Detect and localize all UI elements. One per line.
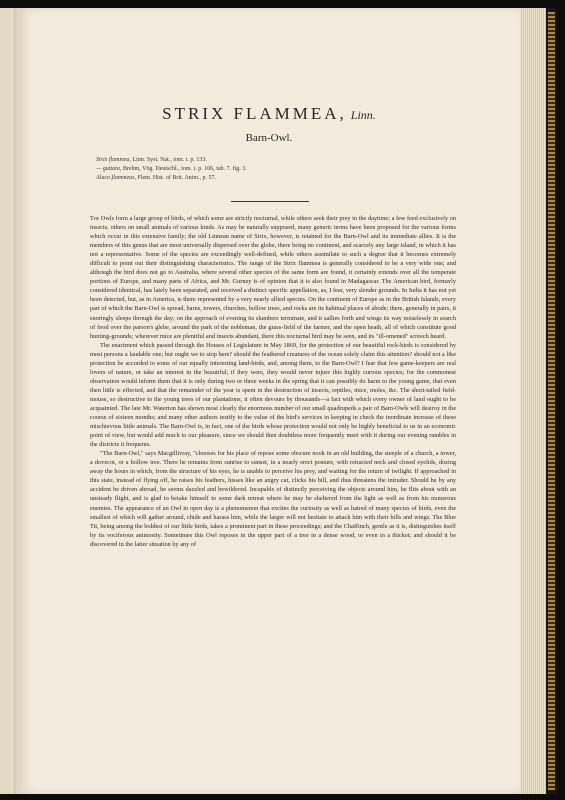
synonym-ref: Flem. Hist. of Brit. Anim., p. 57. [136, 175, 217, 182]
synonymy [96, 156, 396, 184]
synonym-name: Aluco flammeus, [96, 175, 136, 182]
synonym-name: Strix flammea, [96, 157, 131, 163]
synonym-line [96, 156, 396, 165]
paragraph-3: "The Barn-Owl," says Macgillivray, "chooses for his place of repose some obscure nook in an old building, the steeple of a church, a tower, a dovecot, or a hollow tree. There he remains from sunrise to sunset, in a nearly erect posture, with retracted neck and closed eyelids, dozing away the hours in which, from the structure of his eyes, he is unable to perceive his prey, and waiting for the return of twilight. If approached in this state, instead of flying off, he raises his feathers, hisses like an angry cat, clicks his bill, and thus threatens the intruder. Should he by any accident be driven abroad, he seems dazzled and bewildered. Incapable of distinctly perceiving the objects around him, he flits about with an unsteady flight, and is glad to betake himself to some dark retreat where he may be sheltered from the light as well as from his numerous enemies. The appearance of an Owl in open day is a phenomenon that excites the curiosity as well as hatred of many species of birds, even the smallest of which will gather around, chide and harass him, while the larger will not hesitate to attack him with their bills and wings. The Blue Tit, being among the boldest of our little birds, takes a prominent part in these proceedings; and the Chaffinch, gentle as it is, distinguishes itself by its vociferous animosity. Sometimes this Owl reposes in the upper part of a tree in a dense wood, or even in a thicket; and should it be discovered in the latter situation by any of [90, 450, 456, 548]
body-text [90, 214, 456, 549]
title-latin: STRIX FLAMMEA, [162, 104, 347, 123]
gilt-edge-pattern [548, 12, 555, 790]
synonym-line [96, 174, 396, 183]
page-title [18, 104, 520, 124]
title-author: Linn. [350, 108, 376, 122]
paragraph-1-text: Owls form a large group of birds, of which some are strictly nocturnal, while others seek their prey in the daytime; a few feed exclusively on insects, others on small animals of various kinds. As may be naturally supposed, many generic terms have been proposed for the various forms which occur in this extensive family; the old Linnean name of Strix, however, is retained for the Barn-Owl and its immediate allies. It is the members of this genus that are most universally dispersed over the globe, there being no continent, and scarcely any large island, in which it has not a representative. Some of the species are exceedingly well-defined, while others assimilate to such a degree that it becomes extremely difficult to point out their distinguishing characteristics. The range of the Strix flammea is generally considered to be a very wide one; and although the bird does not go to Australia, where several other species of the same form are found, it certainly extends over all the temperate portions of Europe, and many parts of Africa, and Mr. Gurney is of opinion that it is also found in Madagascar. The American bird, formerly considered identical, has lately been separated, and received a distinct specific appellation, as, I fear, very slender grounds. In India it has not yet been detected, but, as in America, is there represented by a very nearly allied species. On the continent of Europe as in the British Islands, every part of which the Barn-Owl is spread, barns, towers, churches, hollow trees, and rocks are its habitual places of abode; there, generally in pairs, it snoringly sleeps through the day; on the approach of evening its slumbers terminate, and it sallies forth and wings its way noiselessly in search of food over the parson's glebe, around the park of the nobleman, the grass-field of the farmer, and the open heath, all of which constitute good hunting-grounds; wherever mice are plentiful and insects abundant, there this nocturnal bird may be seen, and its "ill-omened" screech heard. [90, 215, 456, 340]
synonym-ref: Linn. Syst. Nat., tom. i. p. 133. [131, 157, 207, 163]
synonym-ref: Brehm, Vög. Deutschl., tom. i. p. 106, tab. 7. fig. 3. [121, 166, 247, 173]
page-edges [520, 8, 546, 794]
synonym-name: — guttata, [96, 166, 122, 173]
paragraph-1 [90, 214, 456, 341]
common-name: Barn-Owl. [245, 132, 293, 144]
lead-word: The [90, 215, 100, 222]
divider-rule [231, 201, 309, 202]
synonym-line [96, 165, 396, 174]
paragraph-2: The enactment which passed through the Houses of Legislature in May 1869, for the protection of our beautiful rock-birds is considered by most persons a laudable one; but ought we to stop here? should the feathered creatures of the ocean solely claim this attention? should not a like protection be accorded to some of our equally interesting land-birds, and, among them, to the Barn-Owl? I fear that few game-keepers are real lovers of nature, or take an interest in the beautiful; if they were, they would never injure this highly curious species; for the commonest observation would inform them that it is only during two or three weeks in the spring that it can possibly do harm to the young game, that even then little is effected, and that the remainder of the year is spent in the destruction of insects, reptiles, mice, moles, &c. The short-tailed field-mouse, so destructive to the young trees of our plantations, it often devours by thousands—a fact with which every owner of land ought to be acquainted. The late Mr. Waterton has shown most clearly the enormous number of our small quadrupeds a pair of Barn-Owls will destroy in the course of sixteen months; and many other authors testify to the value of the bird's services in keeping in check the inordinate increase of these mischievous little animals. The Barn-Owl is, in fact, one of the birds whose protection would not only be highly beneficial to us in an economic point of view, but would add much to our pleasure, since we should then doubtless more frequently meet with it during our evening rambles in the districts it frequents. [90, 341, 456, 449]
